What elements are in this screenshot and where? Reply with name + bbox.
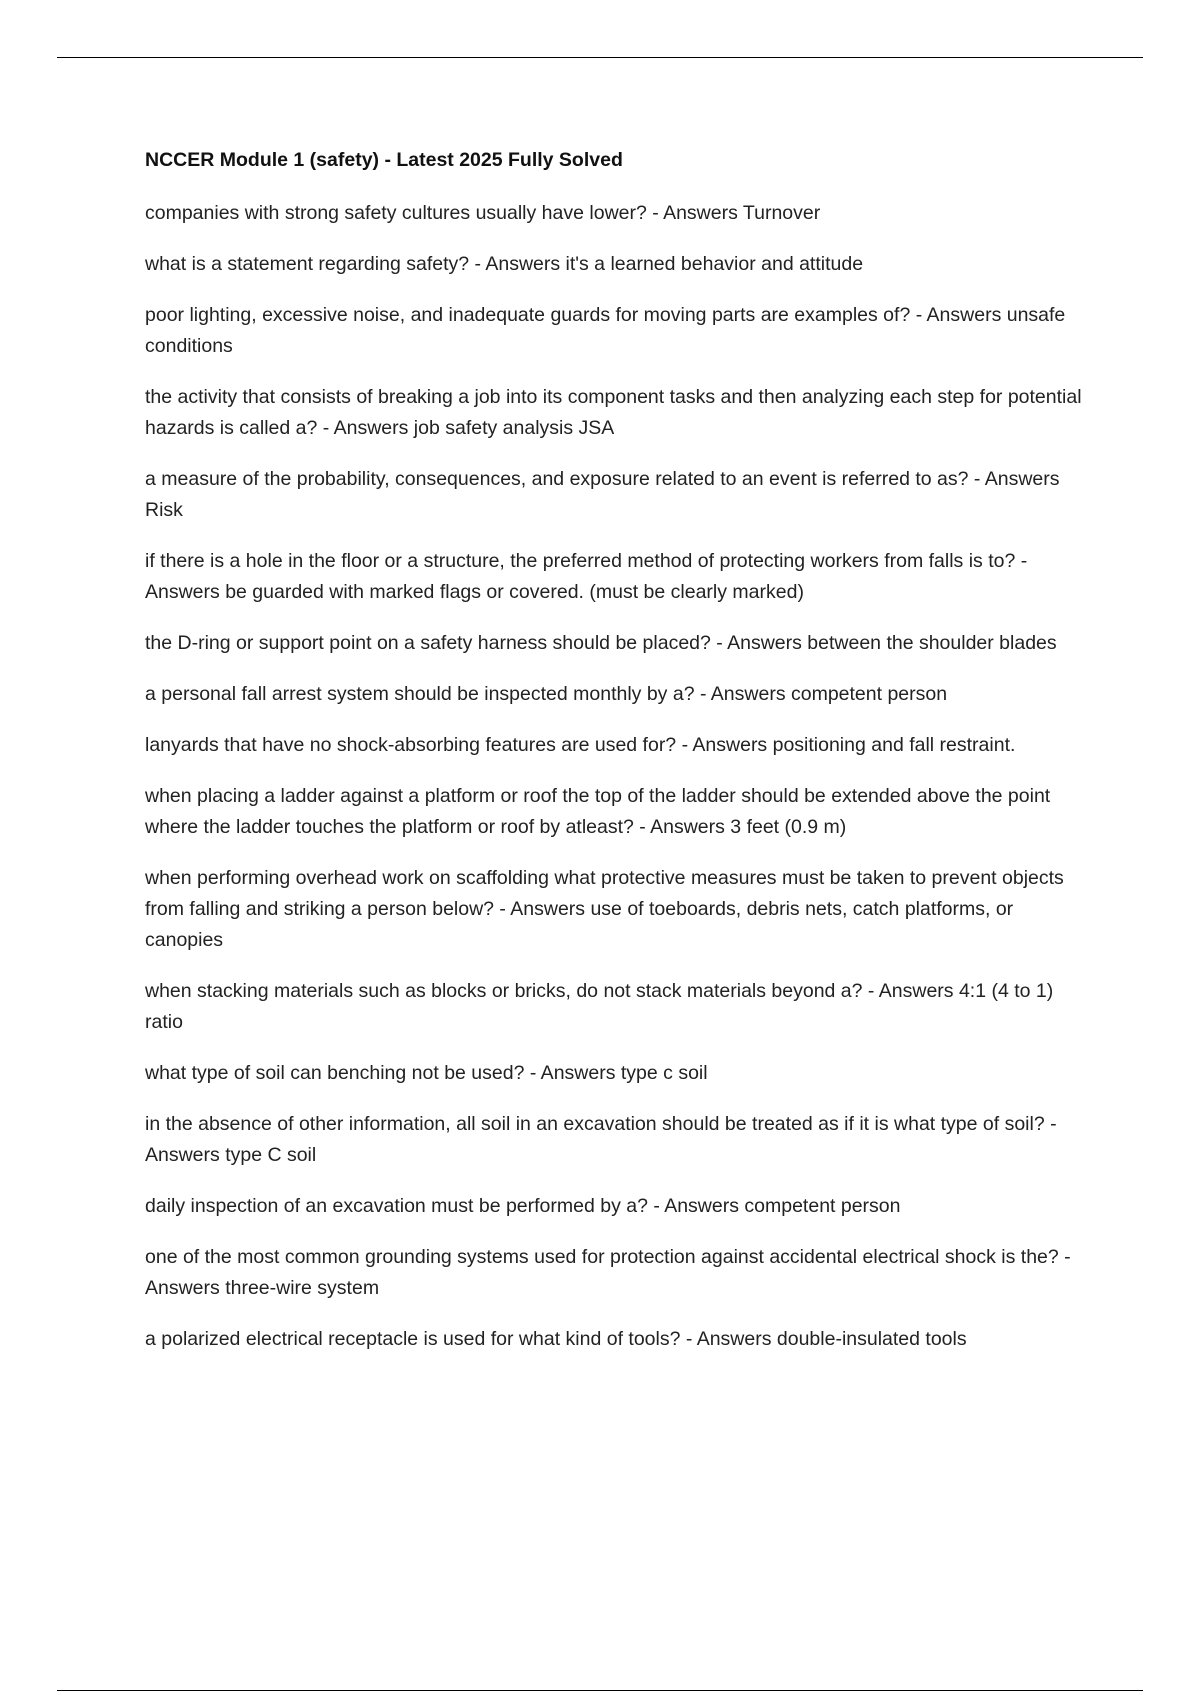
qa-item: what is a statement regarding safety? - Answers it's a learned behavior and attitude <box>145 253 864 275</box>
qa-item: lanyards that have no shock-absorbing features are used for? - Answers positioning and fall restraint. <box>145 734 1016 756</box>
qa-item: the activity that consists of breaking a job into its component tasks and then analyzing each step for potential hazards is called a? - Answers job safety analysis JSA <box>145 386 1082 439</box>
top-rule <box>57 57 1143 58</box>
qa-item: what type of soil can benching not be used? - Answers type c soil <box>145 1062 708 1084</box>
qa-list <box>145 198 1085 1355</box>
qa-item: when stacking materials such as blocks or bricks, do not stack materials beyond a? - Answers 4:1 (4 to 1) ratio <box>145 980 1054 1033</box>
qa-item: a measure of the probability, consequences, and exposure related to an event is referred to as? - Answers Risk <box>145 468 1060 521</box>
qa-item: in the absence of other information, all soil in an excavation should be treated as if it is what type of soil? - Answers type C soil <box>145 1113 1057 1166</box>
qa-item: the D-ring or support point on a safety harness should be placed? - Answers between the shoulder blades <box>145 632 1057 654</box>
qa-item: one of the most common grounding systems used for protection against accidental electrical shock is the? - Answers three-wire system <box>145 1246 1071 1299</box>
qa-item: a polarized electrical receptacle is used for what kind of tools? - Answers double-insulated tools <box>145 1328 967 1350</box>
qa-item: if there is a hole in the floor or a structure, the preferred method of protecting workers from falls is to? - Answers be guarded with marked flags or covered. (must be clearly marked) <box>145 550 1028 603</box>
bottom-rule <box>57 1690 1143 1691</box>
qa-item: a personal fall arrest system should be inspected monthly by a? - Answers competent person <box>145 683 948 705</box>
document-title: NCCER Module 1 (safety) - Latest 2025 Fully Solved <box>145 149 623 171</box>
qa-item: daily inspection of an excavation must be performed by a? - Answers competent person <box>145 1195 901 1217</box>
qa-item: when placing a ladder against a platform or roof the top of the ladder should be extended above the point where the ladder touches the platform or roof by atleast? - Answers 3 feet (0.9 m) <box>145 785 1051 838</box>
document-body <box>145 146 1085 1375</box>
qa-item: when performing overhead work on scaffolding what protective measures must be taken to prevent objects from falling and striking a person below? - Answers use of toeboards, debris nets, catch platforms, or canopies <box>145 867 1064 951</box>
qa-item: companies with strong safety cultures usually have lower? - Answers Turnover <box>145 202 821 224</box>
qa-item: poor lighting, excessive noise, and inadequate guards for moving parts are examples of? - Answers unsafe conditions <box>145 304 1066 357</box>
